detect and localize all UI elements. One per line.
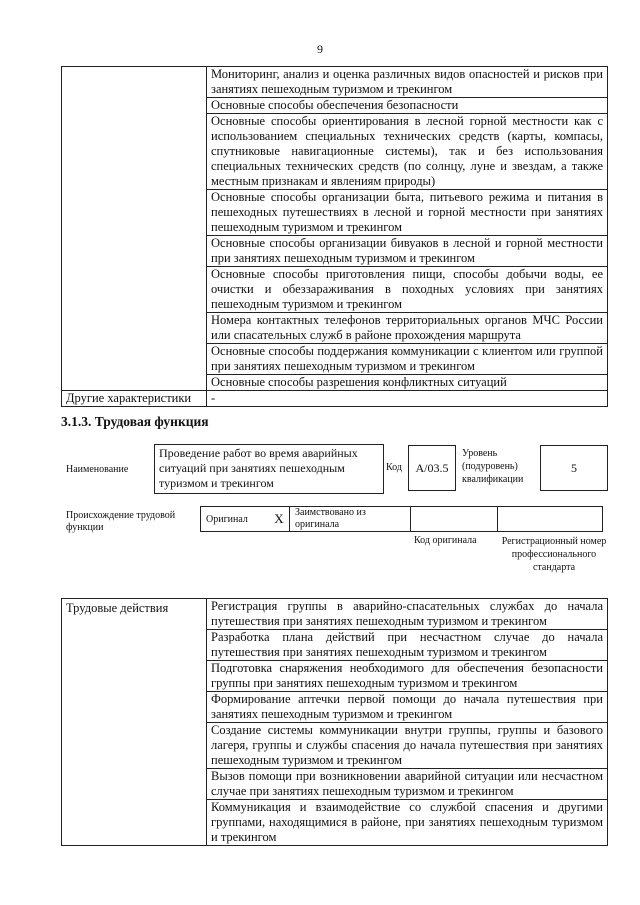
table-cell: Вызов помощи при возникновении аварийной ситуации или несчастном случае при занятиях пешеходным туризмом и трекингом (207, 769, 608, 800)
level-value-box: 5 (540, 445, 608, 491)
name-label: Наименование (66, 464, 129, 475)
table-cell: Подготовка снаряжения необходимого для обеспечения безопасности группы при занятиях пешеходным туризмом и трекингом (207, 661, 608, 692)
table-cell: Основные способы организации бивуаков в лесной и горной местности при занятиях пешеходным туризмом и трекингом (207, 236, 608, 267)
table-cell: Основные способы организации быта, питьевого режима и питания в пешеходных путешествиях в лесной и горной местности при занятиях пешеходным туризмом и трекингом (207, 190, 608, 236)
table-row (62, 236, 608, 267)
table-cell: Создание системы коммуникации внутри группы, группы и базового лагеря, группы и службы спасения до начала путешествия при занятиях пешеходным туризмом и трекингом (207, 723, 608, 769)
table-cell: Основные способы приготовления пищи, способы добычи воды, ее очистки и обеззараживания в походных условиях при занятиях пешеходным туризмом и трекингом (207, 267, 608, 313)
other-characteristics-label: Другие характеристики (62, 391, 207, 407)
table-cell: Основные способы обеспечения безопасности (207, 98, 608, 114)
table-row (62, 344, 608, 375)
table-row (62, 98, 608, 114)
row-header-cell (62, 67, 207, 98)
function-name-box: Проведение работ во время аварийных ситуаций при занятиях пешеходным туризмом и трекингом (154, 444, 384, 494)
knowledge-table (61, 66, 608, 407)
origin-table (200, 506, 603, 532)
table-row (62, 114, 608, 190)
section-title: 3.1.3. Трудовая функция (61, 414, 209, 429)
code-original-label: Код оригинала (414, 535, 477, 546)
table-cell: Формирование аптечки первой помощи до начала путешествия при занятиях пешеходным туризмом и трекингом (207, 692, 608, 723)
table-row (62, 67, 608, 98)
other-characteristics-value: - (207, 391, 608, 407)
table-row (62, 599, 608, 630)
labor-actions-table (61, 598, 608, 846)
borrowed-label: Заимствовано из оригинала (290, 507, 411, 532)
code-original-cell (411, 507, 498, 532)
table-cell: Мониторинг, анализ и оценка различных видов опасностей и рисков при занятиях пешеходным туризмом и трекингом (207, 67, 608, 98)
table-row (62, 267, 608, 313)
table-cell: Коммуникация и взаимодействие со службой спасения и другими группами, находящимися в районе, при занятиях пешеходным туризмом и трекингом (207, 800, 608, 846)
table-row (62, 190, 608, 236)
table-row (201, 507, 603, 532)
table-cell: Основные способы разрешения конфликтных ситуаций (207, 375, 608, 391)
original-label: Оригинал (201, 507, 270, 532)
table-row (62, 375, 608, 391)
original-mark: X (269, 507, 290, 532)
table-cell: Разработка плана действий при несчастном случае до начала путешествия при занятиях пешеходным туризмом и трекингом (207, 630, 608, 661)
labor-actions-label: Трудовые действия (62, 599, 207, 846)
table-row (62, 313, 608, 344)
level-label: Уровень (подуровень) квалификации (462, 448, 524, 485)
page-number: 9 (317, 42, 323, 56)
function-code-box: A/03.5 (408, 445, 456, 491)
reg-number-cell (498, 507, 603, 532)
table-cell: Регистрация группы в аварийно-спасательных службах до начала путешествия при занятиях пешеходным туризмом и трекингом (207, 599, 608, 630)
reg-number-label: Регистрационный номер профессионального стандарта (501, 536, 607, 573)
origin-label: Происхождение трудовой функции (66, 510, 176, 533)
table-cell: Основные способы поддержания коммуникации с клиентом или группой при занятиях пешеходным туризмом и трекингом (207, 344, 608, 375)
table-row (62, 391, 608, 407)
table-cell: Основные способы ориентирования в лесной горной местности как с использованием специальных технических средств (карты, компасы, спутниковые навигационные системы), так и без использования специальных технических средств (по солнцу, луне и звездам, а также местным признакам и явлениям природы) (207, 114, 608, 190)
table-cell: Номера контактных телефонов территориальных органов МЧС России или спасательных служб в районе прохождения маршрута (207, 313, 608, 344)
code-label: Код (386, 462, 402, 473)
